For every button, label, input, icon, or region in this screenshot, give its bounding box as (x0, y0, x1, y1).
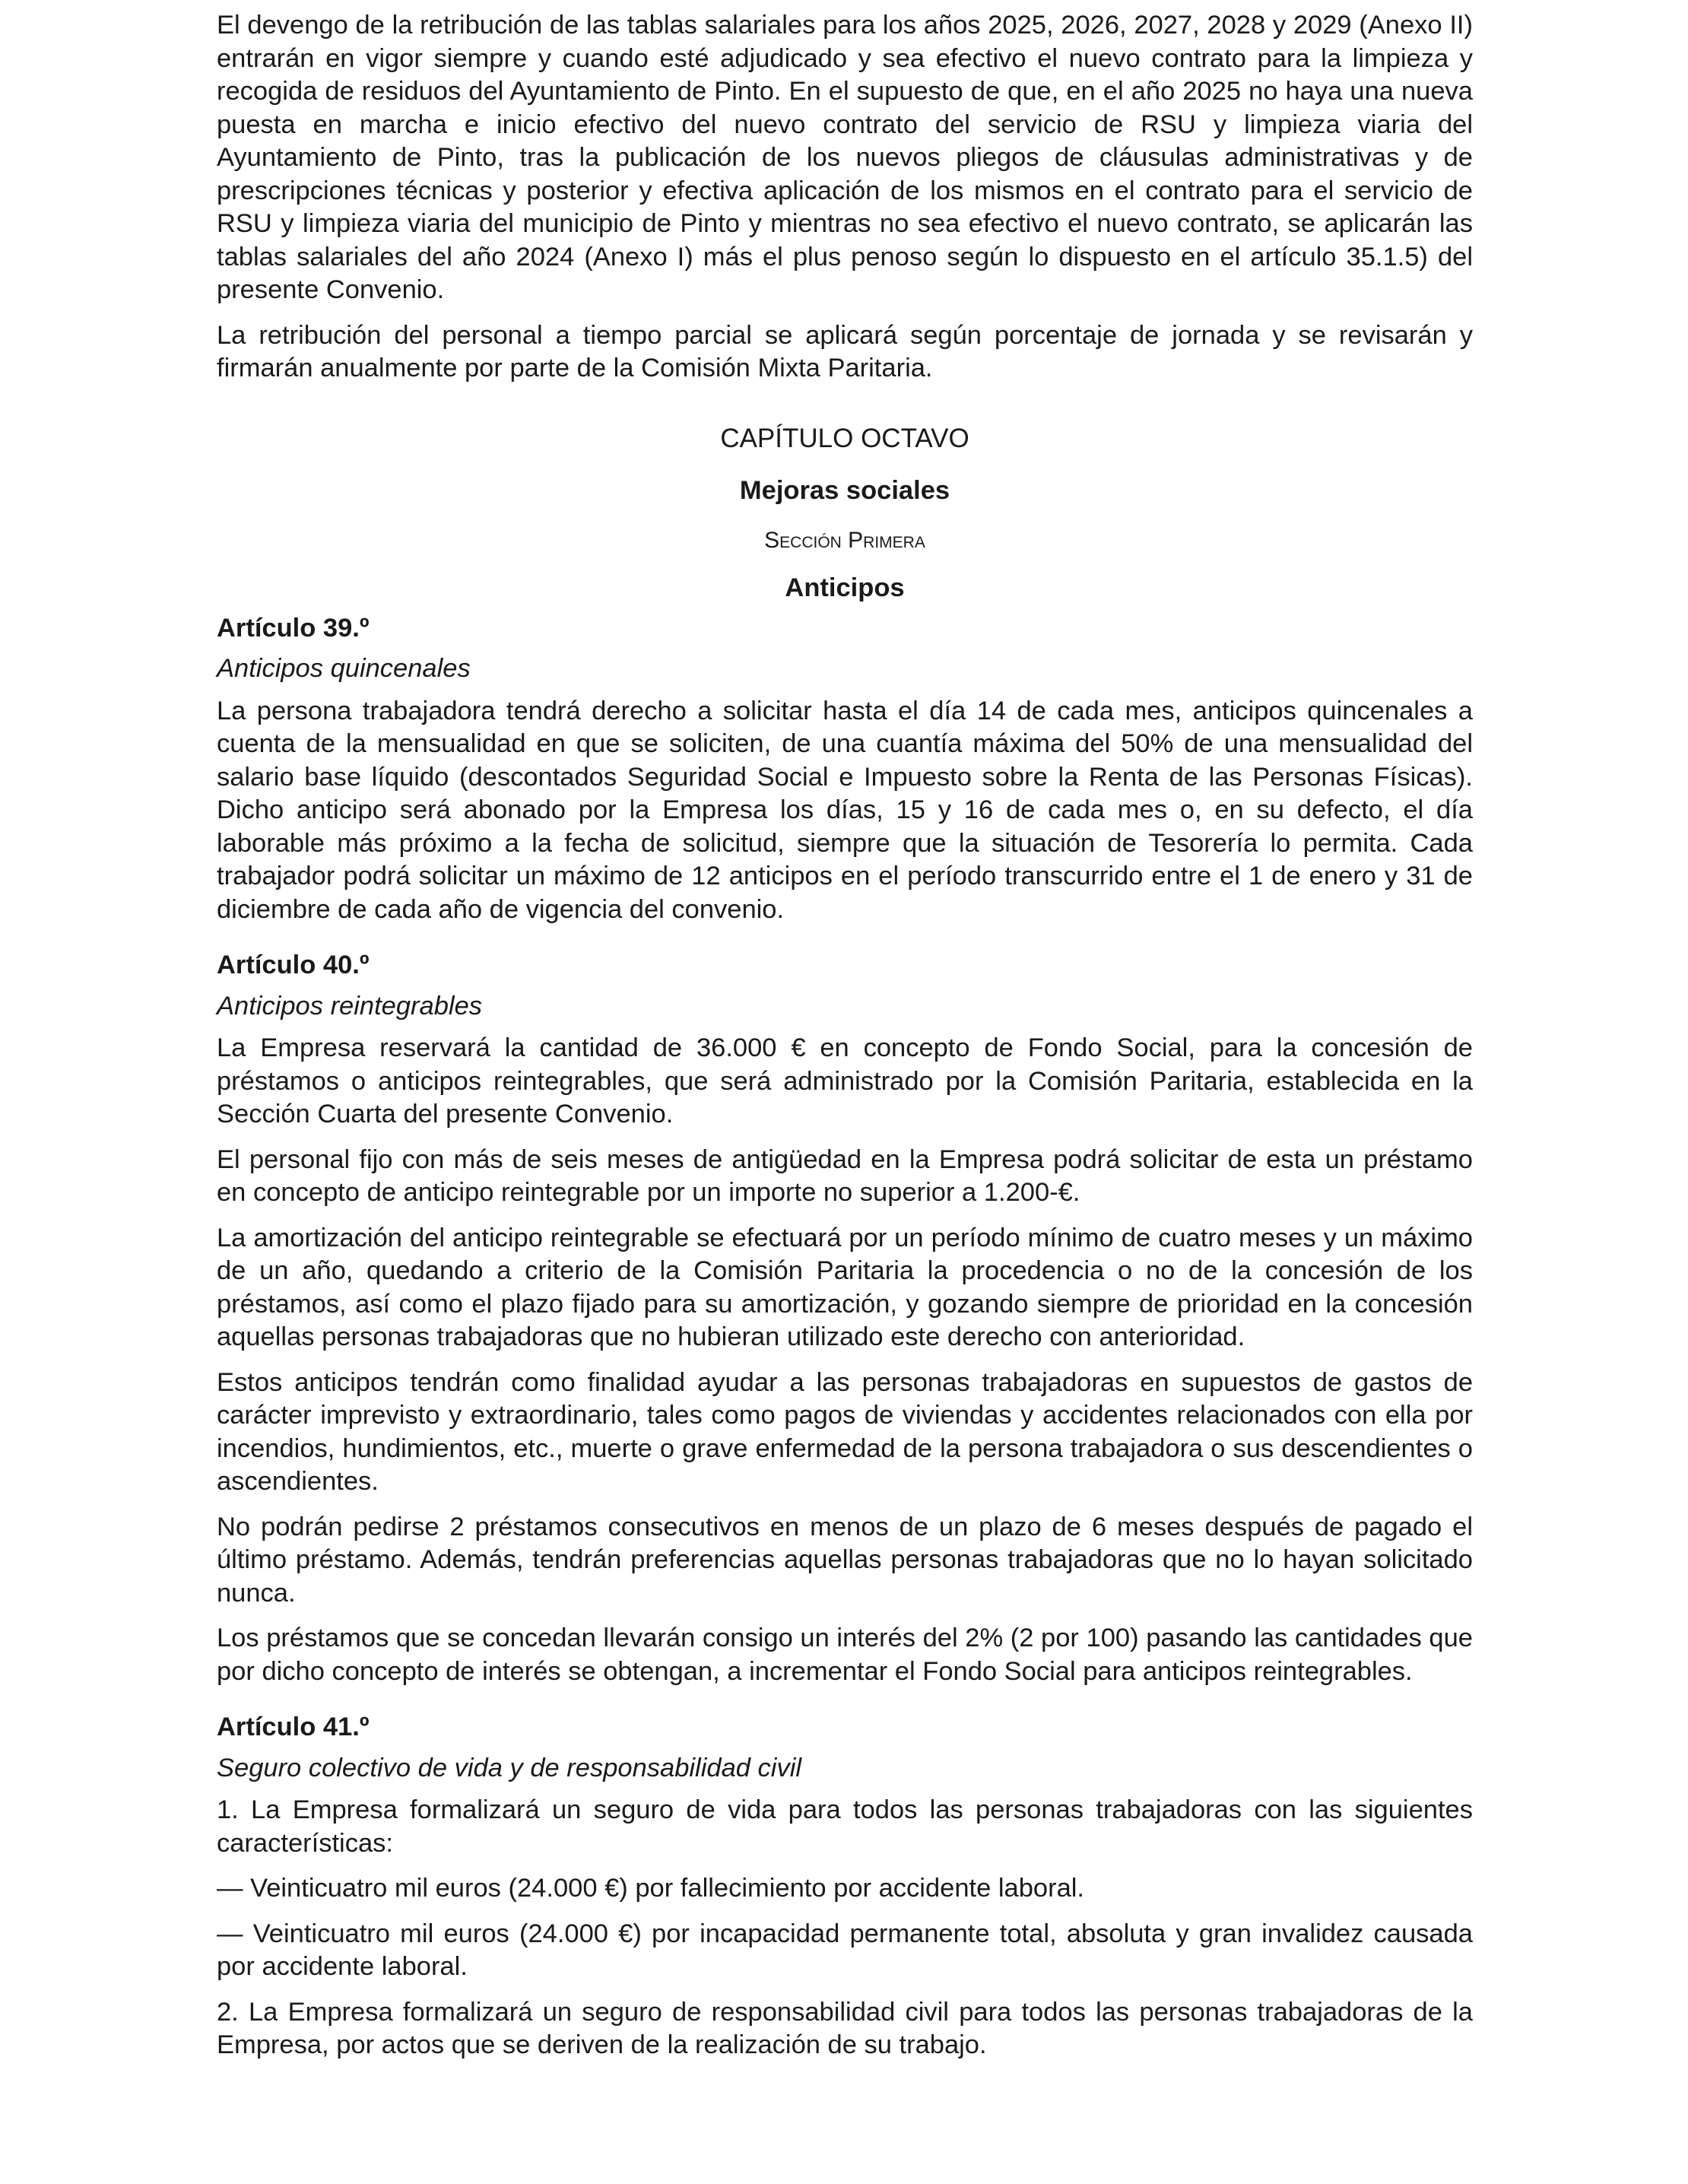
document-page (217, 9, 1473, 2074)
article-39-paragraph: La persona trabajadora tendrá derecho a solicitar hasta el día 14 de cada mes, anticipos quincenales a cuenta de la mensualidad en que se soliciten, de una cuantía máxima del 50% de una mensualidad del salario base líquido (descontados Seguridad Social e Impuesto sobre la Renta de las Personas Físicas). Dicho anticipo será abonado por la Empresa los días, 15 y 16 de cada mes o, en su defecto, el día laborable más próximo a la fecha de solicitud, siempre que la situación de Tesorería lo permita. Cada trabajador podrá solicitar un máximo de 12 anticipos en el período transcurrido entre el 1 de enero y 31 de diciembre de cada año de vigencia del convenio. (217, 696, 1473, 924)
section-title: Anticipos (785, 573, 905, 602)
article-40-paragraph: El personal fijo con más de seis meses de antigüedad en la Empresa podrá solicitar de esta un préstamo en concepto de anticipo reintegrable por un importe no superior a 1.200-€. (217, 1144, 1473, 1207)
article-41-paragraph: 1. La Empresa formalizará un seguro de vida para todos las personas trabajadoras con las siguientes características: (217, 1795, 1473, 1858)
article-41-list-item: — Veinticuatro mil euros (24.000 €) por incapacidad permanente total, absoluta y gran invalidez causada por accidente laboral. (217, 1919, 1473, 1981)
article-41-subtitle: Seguro colectivo de vida y de responsabilidad civil (217, 1753, 802, 1782)
article-40-paragraph: La Empresa reservará la cantidad de 36.000 € en concepto de Fondo Social, para la concesión de préstamos o anticipos reintegrables, que será administrado por la Comisión Paritaria, establecida en la Sección Cuarta del presente Convenio. (217, 1033, 1473, 1129)
article-41-list-item: — Veinticuatro mil euros (24.000 €) por fallecimiento por accidente laboral. (217, 1874, 1085, 1903)
article-41-paragraph: 2. La Empresa formalizará un seguro de responsabilidad civil para todos las personas trabajadoras de la Empresa, por actos que se deriven de la realización de su trabajo. (217, 1997, 1473, 2059)
article-41-heading: Artículo 41.º (217, 1713, 370, 1741)
article-40-paragraph: Los préstamos que se concedan llevarán consigo un interés del 2% (2 por 100) pasando las cantidades que por dicho concepto de interés se obtengan, a incrementar el Fondo Social para anticipos reintegrables. (217, 1624, 1473, 1686)
article-39-heading: Artículo 39.º (217, 613, 370, 643)
chapter-subtitle: Mejoras sociales (739, 475, 950, 505)
article-40-paragraph: La amortización del anticipo reintegrable se efectuará por un período mínimo de cuatro meses y un máximo de un año, quedando a criterio de la Comisión Paritaria la procedencia o no de la concesión de los préstamos, así como el plazo fijado para su amortización, y gozando siempre de prioridad en la concesión aquellas personas trabajadoras que no hubieran utilizado este derecho con anterioridad. (217, 1223, 1473, 1351)
intro-paragraph: La retribución del personal a tiempo parcial se aplicará según porcentaje de jornada y se revisarán y firmarán anualmente por parte de la Comisión Mixta Paritaria. (217, 320, 1473, 383)
article-40-paragraph: Estos anticipos tendrán como finalidad ayudar a las personas trabajadoras en supuestos de gastos de carácter imprevisto y extraordinario, tales como pagos de viviendas y accidentes relacionados con ella por incendios, hundimientos, etc., muerte o grave enfermedad de la persona trabajadora o sus descendientes o ascendientes. (217, 1367, 1473, 1496)
article-40-heading: Artículo 40.º (217, 951, 370, 979)
intro-paragraph: El devengo de la retribución de las tablas salariales para los años 2025, 2026, 2027, 2028 y 2029 (Anexo II) entrarán en vigor siempre y cuando esté adjudicado y sea efectivo el nuevo contrato para la limpieza y recogida de residuos del Ayuntamiento de Pinto. En el supuesto de que, en el año 2025 no haya una nueva puesta en marcha e inicio efectivo del nuevo contrato del servicio de RSU y limpieza viaria del Ayuntamiento de Pinto, tras la publicación de los nuevos pliegos de cláusulas administrativas y de prescripciones técnicas y posterior y efectiva aplicación de los mismos en el contrato para el servicio de RSU y limpieza viaria del municipio de Pinto y mientras no sea efectivo el nuevo contrato, se aplicarán las tablas salariales del año 2024 (Anexo I) más el plus penoso según lo dispuesto en el artículo 35.1.5) del presente Convenio. (217, 11, 1473, 304)
article-40-paragraph: No podrán pedirse 2 préstamos consecutivos en menos de un plazo de 6 meses después de pagado el último préstamo. Además, tendrán preferencias aquellas personas trabajadoras que no lo hayan solicitado nunca. (217, 1512, 1473, 1608)
chapter-title: CAPÍTULO OCTAVO (720, 423, 969, 453)
article-39-subtitle: Anticipos quincenales (217, 654, 471, 683)
article-40-subtitle: Anticipos reintegrables (217, 991, 483, 1021)
section-heading: Sección Primera (764, 527, 925, 553)
